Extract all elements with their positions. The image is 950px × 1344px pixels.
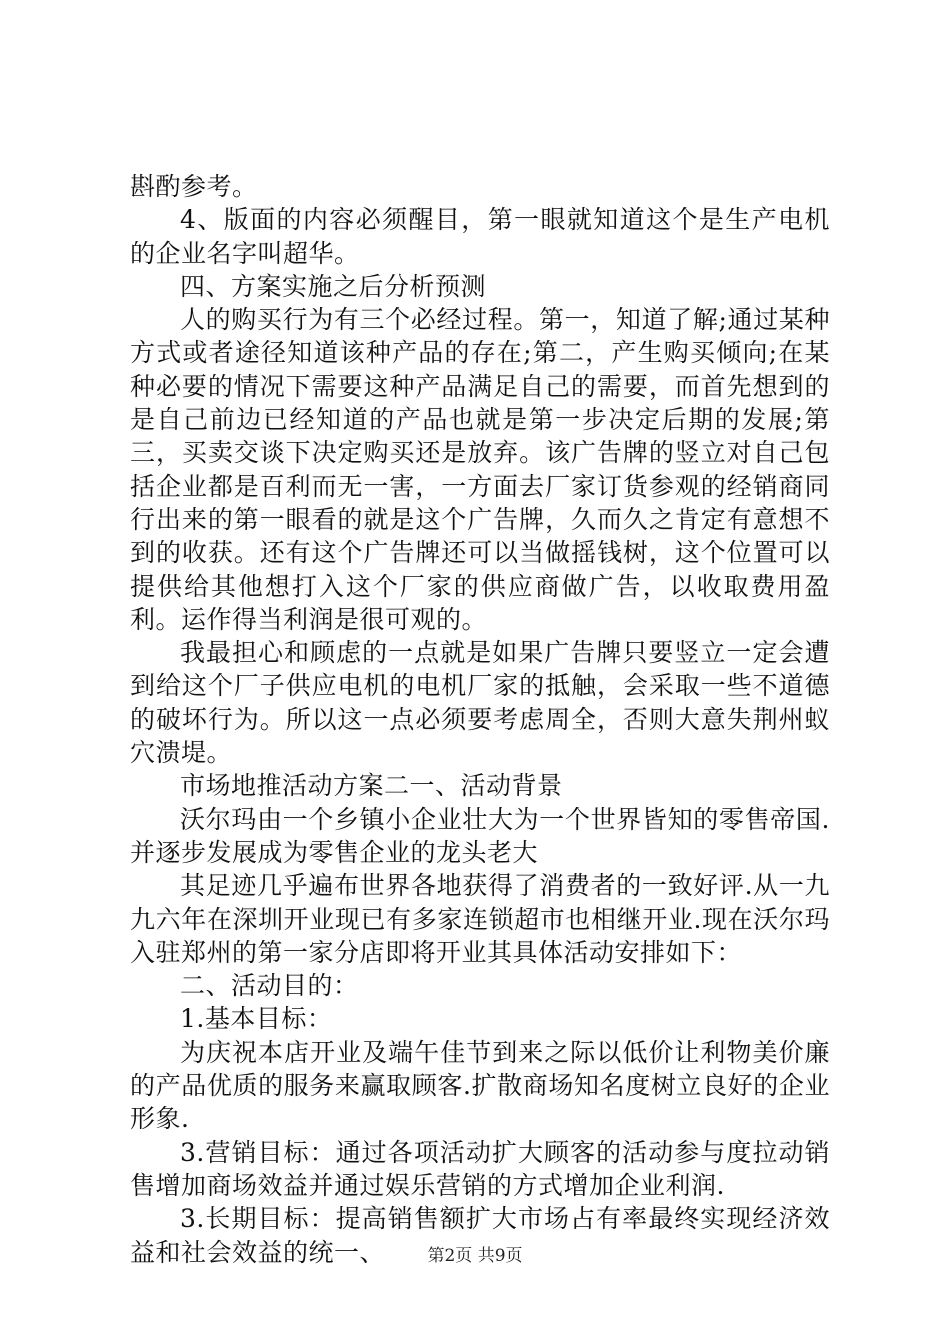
section-heading: 四、方案实施之后分析预测 <box>180 271 487 301</box>
paragraph: 其足迹几乎遍布世界各地获得了消费者的一致好评.从一九九六年在深圳开业现已有多家连锁超市也相继开业.现在沃尔玛入驻郑州的第一家分店即将开业其具体活动安排如下： <box>130 871 830 967</box>
paragraph: 4、版面的内容必须醒目，第一眼就知道这个是生产电机的企业名字叫超华。 <box>130 205 830 268</box>
section-heading: 市场地推活动方案二一、活动背景 <box>180 771 563 801</box>
paragraph: 为庆祝本店开业及端午佳节到来之际以低价让利物美价廉的产品优质的服务来赢取顾客.扩散商场知名度树立良好的企业形象. <box>130 1037 830 1134</box>
paragraph: 人的购买行为有三个必经过程。第一，知道了解;通过某种方式或者途径知道该种产品的存在;第二，产生购买倾向;在某种必要的情况下需要这种产品满足自己的需要，而首先想到的是自己前边已经知道的产品也就是第一步决定后期的发展;第三，买卖交谈下决定购买还是放弃。该广告牌的竖立对自己包括企业都是百利而无一害，一方面去厂家订货参观的经销商同行出来的第一眼看的就是这个广告牌，久而久之肯定有意想不到的收获。还有这个广告牌还可以当做摇钱树，这个位置可以提供给其他想打入这个厂家的供应商做广告，以收取费用盈利。运作得当利润是很可观的。 <box>130 305 830 634</box>
subsection-heading: 1.基本目标： <box>180 1004 333 1034</box>
paragraph: 3.长期目标：提高销售额扩大市场占有率最终实现经济效益和社会效益的统一、 <box>130 1204 830 1267</box>
page-number-footer: 第2页 共9页 <box>427 1246 523 1266</box>
paragraph: 3.营销目标：通过各项活动扩大顾客的活动参与度拉动销售增加商场效益并通过娱乐营销的方式增加企业利润. <box>130 1137 830 1200</box>
section-heading: 二、活动目的： <box>180 971 359 1001</box>
paragraph: 沃尔玛由一个乡镇小企业壮大为一个世界皆知的零售帝国.并逐步发展成为零售企业的龙头老大 <box>130 804 830 867</box>
paragraph: 我最担心和顾虑的一点就是如果广告牌只要竖立一定会遭到给这个厂子供应电机的电机厂家的抵触，会采取一些不道德的破坏行为。所以这一点必须要考虑周全，否则大意失荆州蚁穴溃堤。 <box>130 638 830 768</box>
paragraph: 斟酌参考。 <box>130 172 258 201</box>
document-body <box>130 170 830 1269</box>
